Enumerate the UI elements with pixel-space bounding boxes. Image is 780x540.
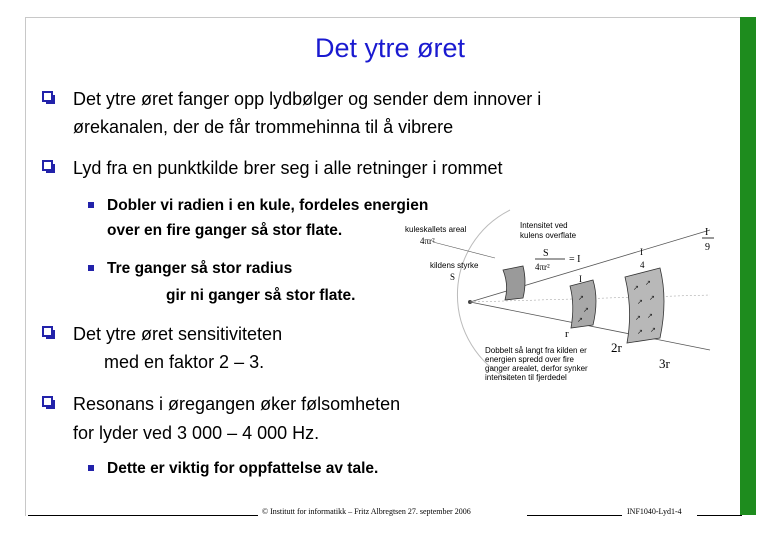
label-I-over-9-top: I <box>705 227 709 238</box>
formula-numerator: S <box>543 248 549 259</box>
radius-3r: 3r <box>659 356 670 371</box>
subbullet-2-line-2: gir ni ganger så stor flate. <box>166 287 356 304</box>
svg-text:↗: ↗ <box>649 295 655 302</box>
formula-equals-I: = I <box>569 254 581 265</box>
checkbox-bullet-icon <box>42 326 53 337</box>
bullet-1-line-2: ørekanalen, der de får trommehinna til å vibrere <box>73 117 454 137</box>
footer-line-mid <box>527 515 622 516</box>
bullet-4-line-1: Resonans i øregangen øker følsomheten <box>73 394 401 414</box>
svg-text:↗: ↗ <box>633 285 639 292</box>
svg-text:↗: ↗ <box>637 329 643 336</box>
note-line-2: energien spredd over fire <box>485 355 574 364</box>
intensitet-label-1: Intensitet ved <box>520 221 568 230</box>
subbullet-1-line-1: Dobler vi radien i en kule, fordeles energien <box>107 197 429 214</box>
radius-r: r <box>565 328 569 340</box>
svg-text:↗: ↗ <box>577 317 583 324</box>
label-I-over-4-top: I <box>640 247 643 257</box>
checkbox-bullet-icon <box>42 91 53 102</box>
label-I-over-4-den: 4 <box>640 260 645 270</box>
subbullet-2-line-1: Tre ganger så stor radius <box>107 260 293 277</box>
kule-formula: 4πr² <box>420 236 435 246</box>
svg-text:↗: ↗ <box>645 280 651 287</box>
patch-2r <box>570 280 596 328</box>
note-line-3: ganger arealet, derfor synker <box>485 364 588 373</box>
square-bullet-icon <box>88 265 94 271</box>
note-line-4: intensiteten til fjerdedel <box>485 373 567 382</box>
note-line-1: Dobbelt så langt fra kilden er <box>485 346 587 355</box>
svg-text:↗: ↗ <box>647 313 653 320</box>
svg-text:↗: ↗ <box>637 299 643 306</box>
bullet-3-line-2: med en faktor 2 – 3. <box>104 352 265 372</box>
checkbox-bullet-icon <box>42 396 53 407</box>
bullet-3-line-1: Det ytre øret sensitiviteten <box>73 324 283 344</box>
label-I-r: I <box>579 274 582 284</box>
label-I-over-9-den: 9 <box>705 242 710 253</box>
svg-text:↗: ↗ <box>583 307 589 314</box>
bullet-4-line-2: for lyder ved 3 000 – 4 000 Hz. <box>73 423 320 443</box>
footer-credit: © Institutt for informatikk – Fritz Albregtsen 27. september 2006 <box>262 507 471 516</box>
bullet-2-line-1: Lyd fra en punktkilde brer seg i alle retninger i rommet <box>73 158 503 178</box>
radius-2r: 2r <box>611 340 622 355</box>
kilde-label: kildens styrke <box>430 261 479 270</box>
checkbox-bullet-icon <box>42 160 53 171</box>
patch-r <box>503 266 525 300</box>
bullet-1-line-1: Det ytre øret fanger opp lydbølger og sender dem innover i <box>73 89 542 109</box>
svg-text:↗: ↗ <box>635 315 641 322</box>
footer-slide-id: INF1040-Lyd1-4 <box>627 507 682 516</box>
svg-text:↗: ↗ <box>650 327 656 334</box>
intensitet-label-2: kulens overflate <box>520 231 577 240</box>
footer-line-left <box>28 515 258 516</box>
subbullet-3-line-1: Dette er viktig for oppfattelse av tale. <box>107 460 379 477</box>
square-bullet-icon <box>88 465 94 471</box>
source-S: S <box>450 272 456 282</box>
footer-line-right <box>697 515 742 516</box>
slide-title: Det ytre øret <box>314 33 466 63</box>
subbullet-1-line-2: over en fire ganger så stor flate. <box>107 222 343 239</box>
svg-text:↗: ↗ <box>578 295 584 302</box>
sound-spreading-diagram <box>375 200 720 390</box>
kule-label: kuleskallets areal <box>405 225 467 234</box>
formula-denominator: 4πr² <box>535 262 550 272</box>
side-accent-bar <box>740 17 756 515</box>
square-bullet-icon <box>88 202 94 208</box>
